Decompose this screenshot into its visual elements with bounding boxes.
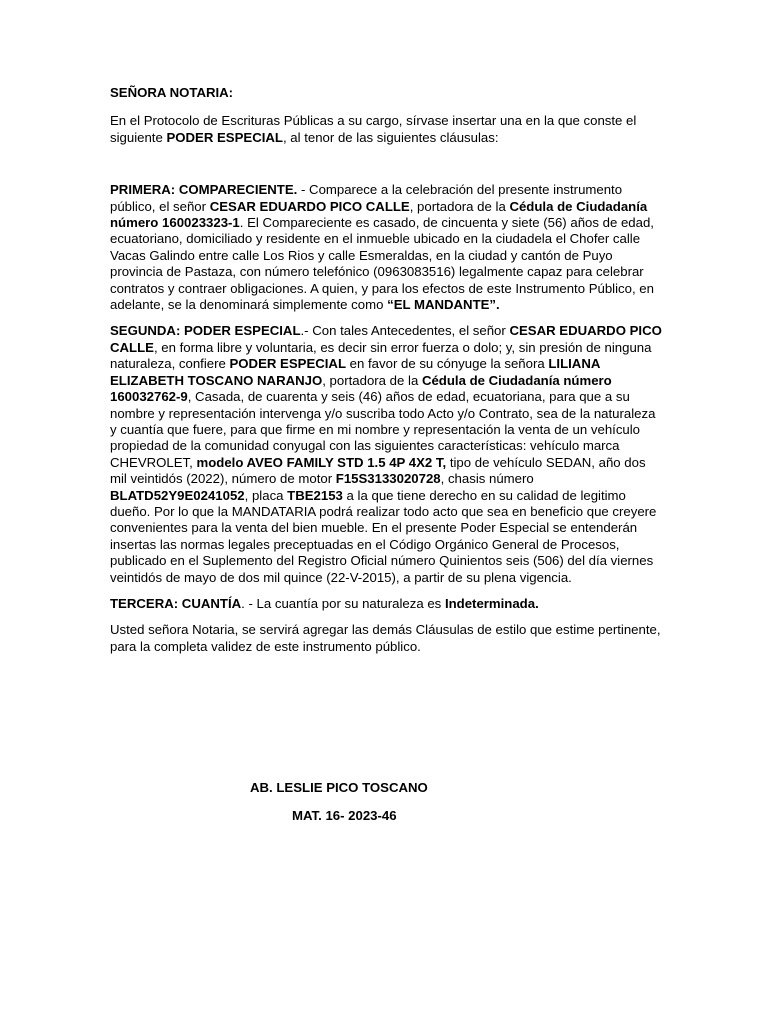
document-body (110, 85, 662, 665)
intro-text-1: En el Protocolo de Escrituras Públicas a su cargo, sírvase insertar una en la que conste el siguiente (110, 113, 637, 145)
segunda-text-2: , en forma libre y voluntaria, es decir sin error fuerza o dolo; y, sin presión de ninguna naturaleza, confiere (110, 339, 652, 372)
signer-registration: MAT. 16- 2023-46 (292, 808, 397, 823)
segunda-poder: PODER ESPECIAL (229, 356, 347, 372)
primera-text-3: . El Compareciente es casado, de cincuenta y siete (56) años de edad, ecuatoriano, domiciliado y residente en el inmueble ubicado en la ciudadela el Chofer calle Vacas Galindo entre calle Los Rios y calle Esmeraldas, en la ciudad y cantón de Puyo provincia de Pastaza, con número telefónico (0963083516) legalmente capaz para celebrar contratos y contraer obligaciones. A quien, y para los efectos de este Instrumento Público, en adelante, se la denominará simplemente como (110, 215, 654, 313)
closing-paragraph: Usted señora Notaria, se servirá agregar las demás Cláusulas de estilo que estime pertinente, para la completa validez de este instrumento público. (110, 622, 661, 654)
intro-bold-poder: PODER ESPECIAL (166, 129, 283, 145)
segunda-spouse: LILIANA ELIZABETH TOSCANO NARANJO (110, 356, 600, 388)
primera-mandante: “EL MANDANTE”. (387, 297, 500, 313)
tercera-text-1: . - La cuantía por su naturaleza es (241, 595, 445, 611)
segunda-placa: TBE2153 (287, 487, 343, 503)
signer-name: AB. LESLIE PICO TOSCANO (250, 780, 428, 795)
segunda-text-9: a la que tiene derecho en su calidad de legitimo dueño. Por lo que la MANDATARIA podrá realizar todo acto que sea en beneficio que creyere convenientes para la venta del bien mueble. En el presente Poder Especial se entenderán insertas las normas legales preceptuadas en el Código Orgánico General de Procesos, publicado en el Suplemento del Registro Oficial número Quinientos seis (506) del día viernes veintidós de mayo de dos mil quince (22-V-2015), a partir de su plena vigencia. (110, 487, 657, 585)
segunda-text-3: en favor de su cónyuge la señora (346, 356, 549, 372)
intro-paragraph (110, 113, 662, 146)
segunda-text-6: tipo de vehículo SEDAN, año dos mil veintidós (2022), número de motor (110, 454, 646, 487)
segunda-cedula: Cédula de Ciudadanía número 160032762-9 (110, 372, 612, 405)
segunda-text-4: , portadora de la (322, 372, 422, 388)
clause-segunda (110, 323, 662, 586)
segunda-text-1: .- Con tales Antecedentes, el señor (300, 323, 510, 339)
primera-title: PRIMERA: COMPARECIENTE. (110, 182, 298, 198)
segunda-name: CESAR EDUARDO PICO CALLE (110, 323, 662, 355)
segunda-chasis: BLATD52Y9E0241052 (110, 487, 245, 503)
tercera-title: TERCERA: CUANTÍA (110, 595, 242, 611)
segunda-text-5: , Casada, de cuarenta y seis (46) años de edad, ecuatoriana, para que a su nombre y representación intervenga y/o suscriba todo Acto y/o Contrato, sea de la naturaleza y cuantía que fuere, para que firme en mi nombre y representación la venta de un vehículo propiedad de la comunidad conyugal con las siguientes características: vehículo marca CHEVROLET, (110, 389, 656, 470)
primera-text-1: - Comparece a la celebración del presente instrumento público, el señor (110, 182, 623, 214)
segunda-motor: F15S3133020728 (335, 471, 441, 487)
tercera-value: Indeterminada. (444, 595, 539, 611)
clause-tercera (110, 596, 662, 612)
primera-name: CESAR EDUARDO PICO CALLE (209, 198, 410, 214)
primera-cedula: Cédula de Ciudadanía número 160023323-1 (110, 198, 648, 231)
clause-primera (110, 182, 662, 313)
segunda-text-8: , placa (244, 487, 288, 503)
document-heading: SEÑORA NOTARIA: (110, 85, 234, 100)
segunda-model: modelo AVEO FAMILY STD 1.5 4P 4X2 T, (196, 454, 447, 470)
segunda-text-7: , chasis número (440, 471, 534, 487)
segunda-title: SEGUNDA: PODER ESPECIAL (110, 323, 301, 339)
primera-text-2: , portadora de la (409, 198, 510, 214)
intro-text-2: , al tenor de las siguientes cláusulas: (282, 129, 499, 145)
